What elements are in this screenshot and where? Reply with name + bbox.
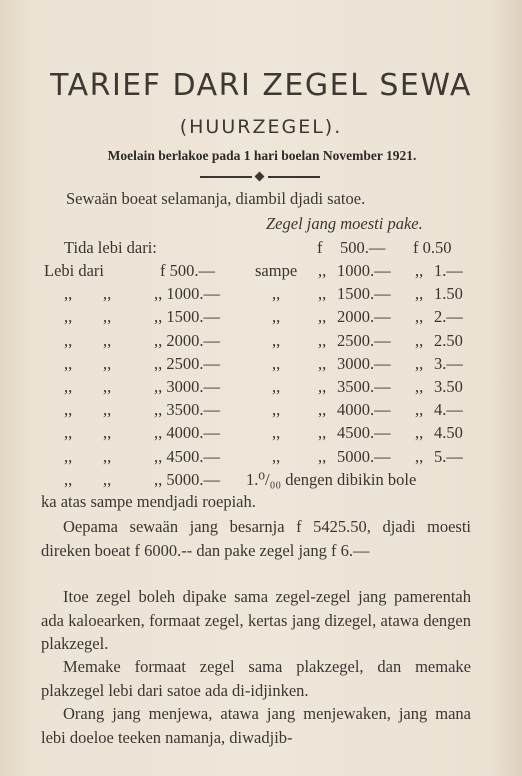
row-fee: 3.— xyxy=(434,353,463,373)
row-to-amount: 4000.— xyxy=(337,400,391,420)
ditto-mark: ,, xyxy=(272,330,281,350)
column-header: Zegel jang moesti pake. xyxy=(266,214,423,233)
row-fee: 2.— xyxy=(434,307,463,327)
ditto-mark: ,, xyxy=(415,377,424,396)
ditto-mark: ,, xyxy=(318,446,327,466)
tariff-row xyxy=(0,423,522,445)
row-fee: 5.— xyxy=(434,446,463,466)
tariff-row xyxy=(0,400,522,422)
ditto-mark: ,, xyxy=(415,423,424,443)
row-from-amount: ,, 1000.— xyxy=(154,284,220,304)
ditto-mark: ,, xyxy=(318,423,327,443)
ditto-mark: ,, xyxy=(64,284,73,304)
ditto-mark: ,, xyxy=(103,284,112,304)
row-to-amount: 1500.— xyxy=(337,284,391,304)
divider-line-right xyxy=(268,176,320,178)
tariff-row xyxy=(0,261,522,283)
ornament-divider xyxy=(200,174,320,180)
lebi-dari-label: Lebi dari xyxy=(44,261,105,280)
tariff-row xyxy=(0,307,522,329)
last-row-from: ,, 5000.— xyxy=(154,470,220,489)
sampe-label: sampe xyxy=(255,261,298,280)
ditto-mark: ,, xyxy=(318,307,327,327)
tariff-row-first xyxy=(0,238,522,260)
ditto-mark: ,, xyxy=(272,377,281,396)
ditto-mark: ,, xyxy=(64,307,73,327)
tariff-row xyxy=(0,331,522,353)
ditto-mark: ,, xyxy=(415,330,424,350)
tariff-row xyxy=(0,447,522,469)
page-subtitle: (HUURZEGEL). xyxy=(179,116,343,138)
row-from-amount: ,, 2000.— xyxy=(154,330,220,350)
row-to-amount: 4500.— xyxy=(337,423,391,443)
ditto-mark: ,, xyxy=(64,470,73,489)
ditto-mark: ,, xyxy=(103,400,112,420)
row-fee: 1.50 xyxy=(434,284,463,304)
paragraph-example xyxy=(41,515,471,562)
ditto-mark: ,, xyxy=(103,470,112,489)
divider-diamond xyxy=(255,172,265,182)
ditto-mark: ,, xyxy=(103,377,112,396)
row-fee: 3.50 xyxy=(434,377,463,396)
ditto-mark: ,, xyxy=(64,353,73,373)
row-fee: 4.— xyxy=(434,400,463,420)
ditto-mark: ,, xyxy=(64,400,73,420)
ditto-mark: ,, xyxy=(415,446,424,466)
row-to-amount: 1000.— xyxy=(337,261,391,280)
tariff-row xyxy=(0,284,522,306)
page-title: TARIEF DARI ZEGEL SEWA xyxy=(50,68,472,103)
paragraph-text: Itoe zegel boleh dipake sama zegel-zegel jang pamerentah ada kaloearken, formaat zegel, kertas jang dizegel, atawa dengen plakzegel. xyxy=(41,587,471,653)
ditto-mark: ,, xyxy=(272,284,281,304)
tariff-row xyxy=(0,354,522,376)
ditto-mark: ,, xyxy=(103,353,112,373)
ditto-mark: ,, xyxy=(318,353,327,373)
intro-text: Sewaän boeat selamanja, diambil djadi satoe. xyxy=(66,189,366,208)
row-fee: 4.50 xyxy=(434,423,463,443)
ditto-mark: ,, xyxy=(103,446,112,466)
ditto-mark: ,, xyxy=(272,446,281,466)
first-row-label: Tida lebi dari: xyxy=(64,238,157,257)
ditto-mark: ,, xyxy=(415,400,424,420)
ditto-mark: ,, xyxy=(415,284,424,304)
ditto-mark: ,, xyxy=(64,446,73,466)
row-to-amount: 2500.— xyxy=(337,330,391,350)
last-row-rest: 1.⁰/₀₀ dengen dibikin bole xyxy=(246,470,417,489)
ditto-mark: ,, xyxy=(318,330,327,350)
ditto-mark: ,, xyxy=(64,330,73,350)
last-row-continuation: ka atas sampe mendjadi roepiah. xyxy=(41,492,256,511)
ditto-mark: ,, xyxy=(103,307,112,327)
paragraph-format xyxy=(41,655,471,702)
ditto-mark: ,, xyxy=(272,400,281,420)
ditto-mark: ,, xyxy=(272,353,281,373)
tariff-row xyxy=(0,377,522,399)
row-to-amount: 3000.— xyxy=(337,353,391,373)
ditto-mark: ,, xyxy=(64,377,73,396)
ditto-mark: ,, xyxy=(318,261,327,280)
row-to-amount: 3500.— xyxy=(337,377,391,396)
row-from-amount: ,, 4500.— xyxy=(154,446,220,466)
ditto-mark: ,, xyxy=(272,307,281,327)
ditto-mark: ,, xyxy=(318,377,327,396)
paragraph-text: Memake formaat zegel sama plakzegel, dan memake plakzegel lebi dari satoe ada di-idjinken. xyxy=(41,657,471,700)
ditto-mark: ,, xyxy=(272,423,281,443)
divider-line-left xyxy=(200,176,252,178)
row-fee: 1.— xyxy=(434,261,463,280)
row-fee: 2.50 xyxy=(434,330,463,350)
paragraph-usage xyxy=(41,585,471,656)
row-from-amount: f 500.— xyxy=(160,261,215,280)
paragraph-text: Orang jang menjewa, atawa jang menjewaken, jang mana lebi doeloe teeken namanja, diwadjib- xyxy=(41,704,471,747)
ditto-mark: ,, xyxy=(103,423,112,443)
row-from-amount: ,, 1500.— xyxy=(154,307,220,327)
ditto-mark: ,, xyxy=(415,307,424,327)
paragraph-signing xyxy=(41,702,471,749)
effective-date: Moelain berlakoe pada 1 hari boelan November 1921. xyxy=(107,148,417,163)
row-to-amount: 2000.— xyxy=(337,307,391,327)
ditto-mark: ,, xyxy=(103,330,112,350)
first-row-amount: 500.— xyxy=(340,238,386,257)
row-from-amount: ,, 2500.— xyxy=(154,353,220,373)
ditto-mark: ,, xyxy=(64,423,73,443)
ditto-mark: ,, xyxy=(415,353,424,373)
row-from-amount: ,, 3500.— xyxy=(154,400,220,420)
ditto-mark: ,, xyxy=(318,284,327,304)
row-from-amount: ,, 3000.— xyxy=(154,377,220,396)
first-row-fee: f 0.50 xyxy=(413,238,452,257)
row-from-amount: ,, 4000.— xyxy=(154,423,220,443)
first-row-f: f xyxy=(317,238,323,257)
tariff-row-last xyxy=(0,470,522,492)
row-to-amount: 5000.— xyxy=(337,446,391,466)
ditto-mark: ,, xyxy=(318,400,327,420)
paragraph-text: Oepama sewaän jang besarnja f 5425.50, djadi moesti direken boeat f 6000.-- dan pake zegel jang f 6.— xyxy=(41,517,471,560)
ditto-mark: ,, xyxy=(415,261,424,280)
